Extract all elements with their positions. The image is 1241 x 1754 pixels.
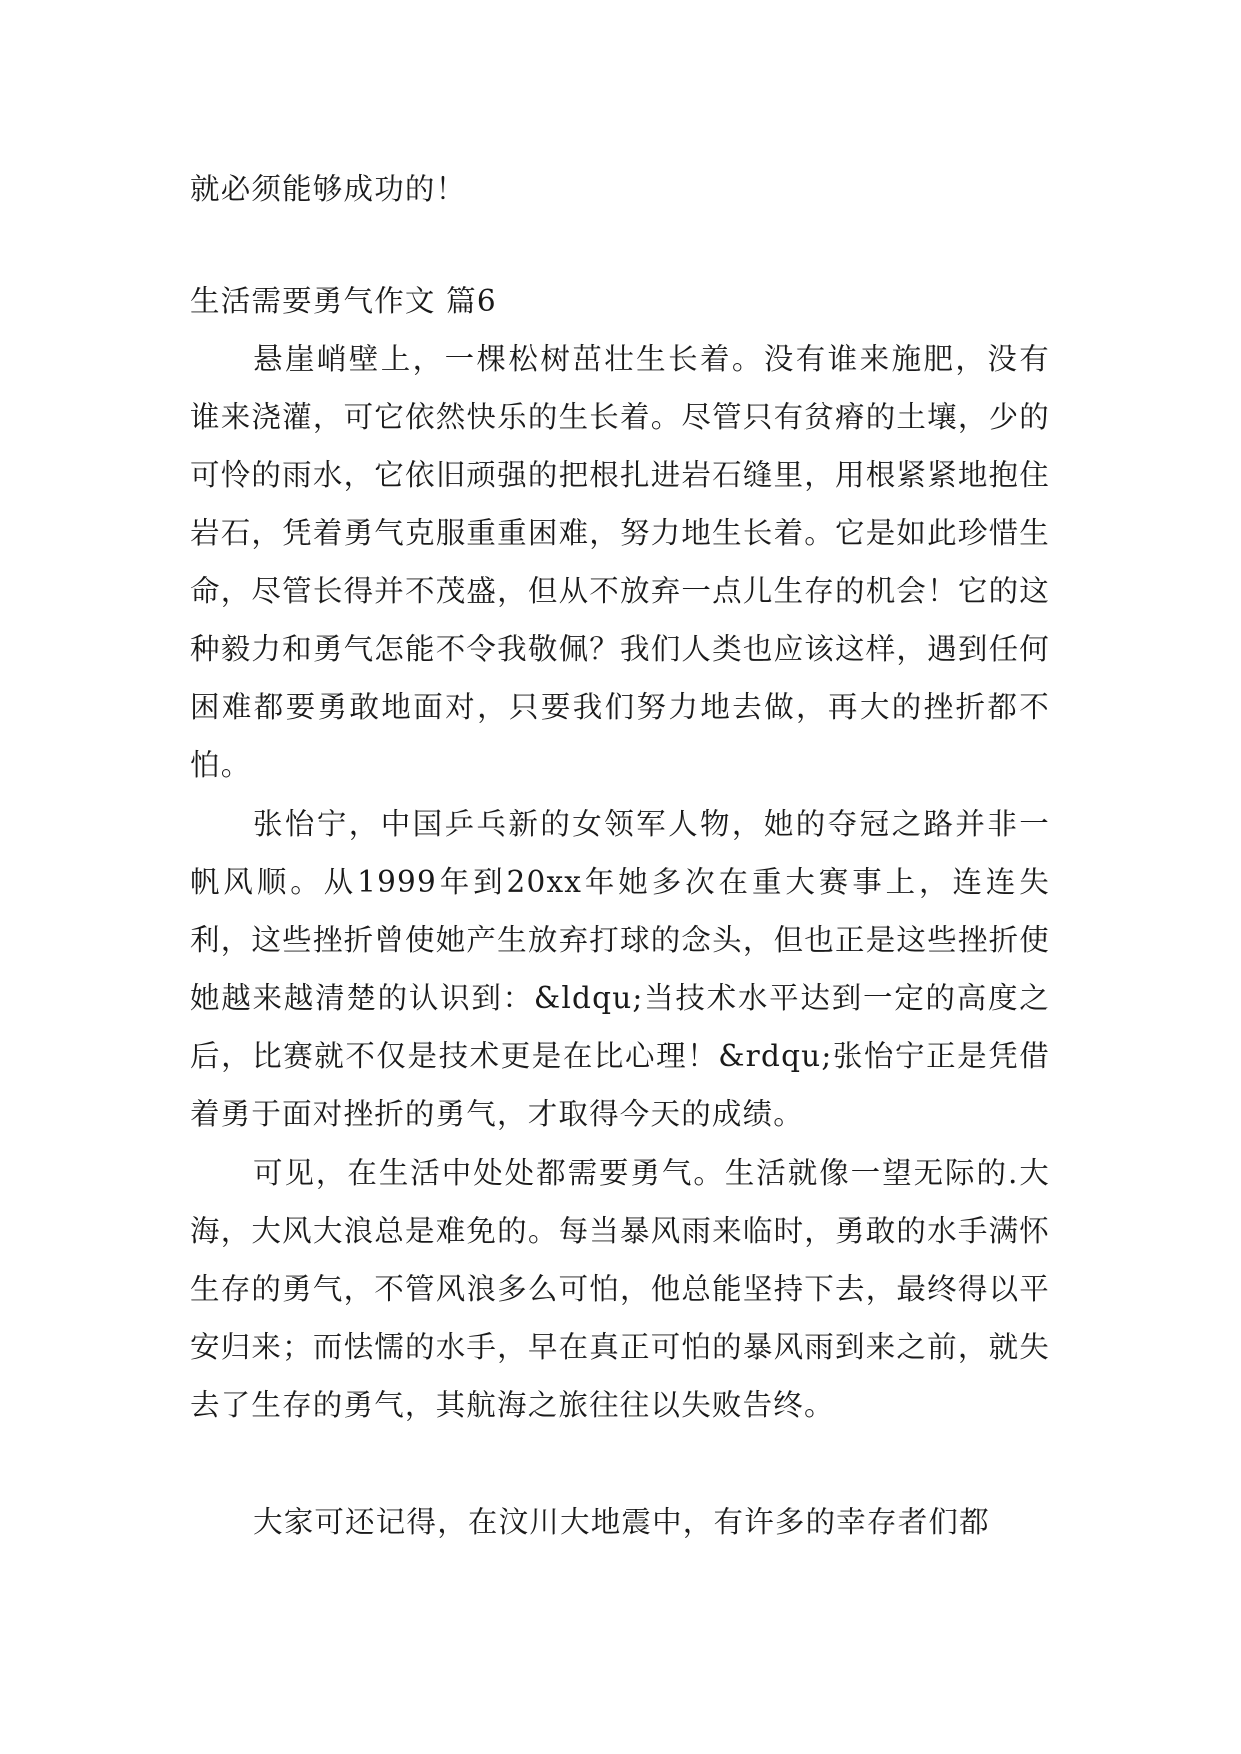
continuation-line: 就必须能够成功的！	[190, 172, 467, 206]
paragraph-wenchuan: 大家可还记得，在汶川大地震中，有许多的幸存者们都	[253, 1505, 990, 1539]
paragraph-pine-tree: 悬崖峭壁上，一棵松树茁壮生长着。没有谁来施肥，没有谁来浇灌，可它依然快乐的生长着。尽管只有贫瘠的土壤，少的可怜的雨水，它依旧顽强的把根扎进岩石缝里，用根紧紧地抱住岩石，凭着勇气克服重重困难，努力地生长着。它是如此珍惜生命，尽管长得并不茂盛，但从不放弃一点儿生存的机会！它的这种毅力和勇气怎能不令我敬佩？我们人类也应该这样，遇到任何困难都要勇敢地面对，只要我们努力地去做，再大的挫折都不怕。	[190, 342, 1050, 782]
paragraph-zhang-yining: 张怡宁，中国乒乓新的女领军人物，她的夺冠之路并非一帆风顺。从1999年到20xx年她多次在重大赛事上，连连失利，这些挫折曾使她产生放弃打球的念头，但也正是这些挫折使她越来越清楚的认识到：&ldqu;当技术水平达到一定的高度之后，比赛就不仅是技术更是在比心理！&rdqu;张怡宁正是凭借着勇于面对挫折的勇气，才取得今天的成绩。	[190, 807, 1050, 1131]
paragraph-sailor: 可见，在生活中处处都需要勇气。生活就像一望无际的.大海，大风大浪总是难免的。每当暴风雨来临时，勇敢的水手满怀生存的勇气，不管风浪多么可怕，他总能坚持下去，最终得以平安归来；而怯懦的水手，早在真正可怕的暴风雨到来之前，就失去了生存的勇气，其航海之旅往往以失败告终。	[190, 1156, 1050, 1422]
section-title: 生活需要勇气作文 篇6	[190, 284, 497, 318]
